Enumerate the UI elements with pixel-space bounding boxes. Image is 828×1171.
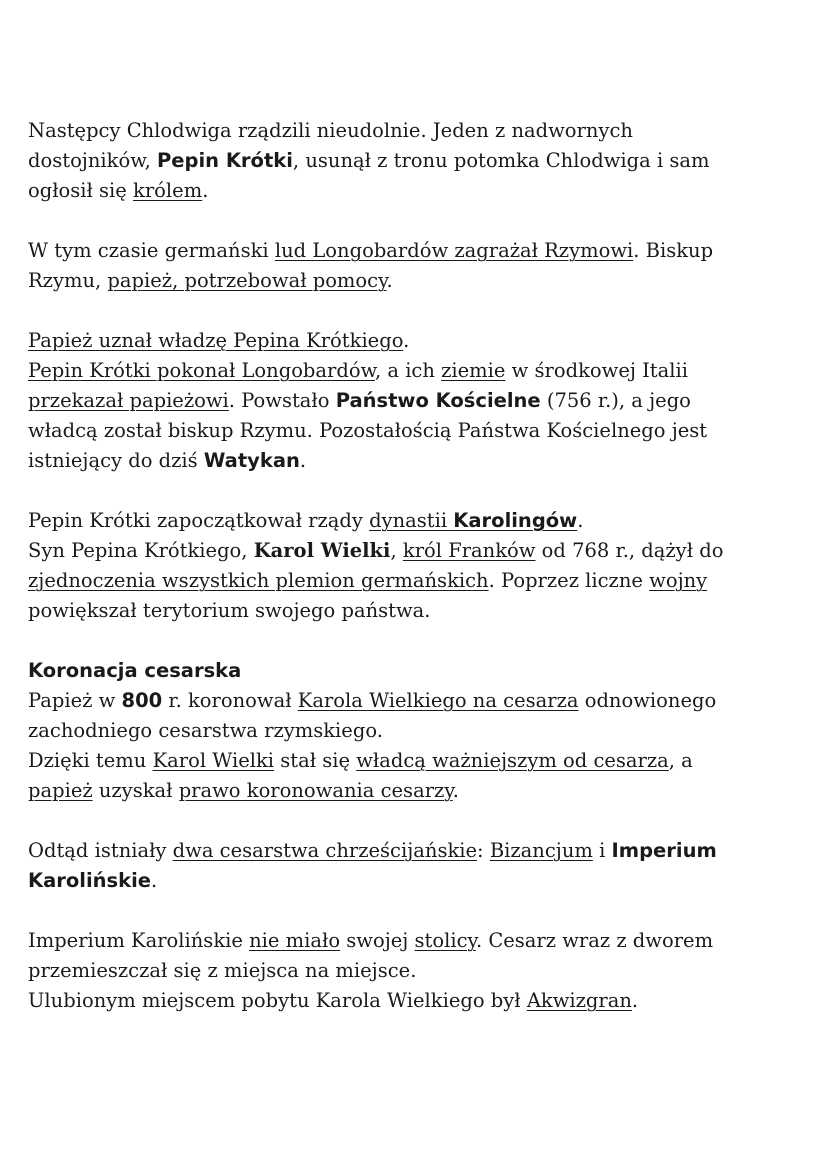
text: ogłosił się bbox=[28, 179, 134, 202]
text: Ulubionym miejscem pobytu Karola Wielkiego był bbox=[28, 989, 527, 1012]
text: Odtąd istniały bbox=[28, 839, 173, 862]
text-line bbox=[28, 596, 800, 626]
text-line bbox=[28, 986, 800, 1016]
section-heading: Koronacja cesarska bbox=[28, 659, 242, 682]
underlined-term-krolem: królem bbox=[133, 179, 203, 202]
text-line bbox=[28, 326, 800, 356]
text-line bbox=[28, 746, 800, 776]
paragraph-karolingians bbox=[28, 506, 800, 626]
text: : bbox=[477, 839, 490, 862]
underlined-term-lud: lud Longobardów zagrażał Rzymowi bbox=[274, 239, 634, 262]
text: , a ich bbox=[374, 359, 442, 382]
bold-term-watykan: Watykan bbox=[203, 449, 300, 472]
bold-term-karolingow: Karolingów bbox=[453, 509, 578, 532]
text-line bbox=[28, 686, 800, 716]
text-line bbox=[28, 236, 800, 266]
text: odnowionego bbox=[578, 689, 717, 712]
text: . bbox=[452, 779, 459, 802]
paragraph-chlodwig-successors bbox=[28, 116, 800, 206]
text: Syn Pepina Krótkiego, bbox=[28, 539, 254, 562]
text: istniejący do dziś bbox=[28, 449, 204, 472]
underlined-term-wladca: władcą ważniejszym od cesarza bbox=[356, 749, 669, 772]
text: przemieszczał się z miejsca na miejsce. bbox=[28, 959, 417, 982]
text-line bbox=[28, 926, 800, 956]
text: , a bbox=[668, 749, 693, 772]
text: Pepin Krótki zapoczątkował rządy bbox=[28, 509, 370, 532]
text: . Biskup bbox=[633, 239, 714, 262]
text: W tym czasie germański bbox=[28, 239, 275, 262]
text: Rzymu, bbox=[28, 269, 108, 292]
text-line bbox=[28, 866, 800, 896]
text: , bbox=[390, 539, 403, 562]
text-line bbox=[28, 416, 800, 446]
text-line bbox=[28, 566, 800, 596]
text-line bbox=[28, 116, 800, 146]
text: w środkowej Italii bbox=[505, 359, 688, 382]
text: Następcy Chlodwiga rządzili nieudolnie. Jeden z nadwornych bbox=[28, 119, 633, 142]
text: Dzięki temu bbox=[28, 749, 153, 772]
underlined-term-papiez: papież bbox=[28, 779, 93, 802]
bold-term-karolinskie: Karolińskie bbox=[28, 869, 152, 892]
underlined-term-karol-wielki: Karol Wielki bbox=[152, 749, 275, 772]
text-line bbox=[28, 386, 800, 416]
bold-term-imperium: Imperium bbox=[611, 839, 717, 862]
underlined-term-przekazal: przekazał papieżowi bbox=[28, 389, 229, 412]
paragraph-coronation bbox=[28, 656, 800, 806]
text: , usunął z tronu potomka Chlodwiga i sam bbox=[292, 149, 710, 172]
underlined-term-ziemie: ziemie bbox=[441, 359, 506, 382]
text-line bbox=[28, 776, 800, 806]
text-line bbox=[28, 536, 800, 566]
underlined-term-zjednoczenia: zjednoczenia wszystkich plemion germańskich bbox=[28, 569, 489, 592]
text-line bbox=[28, 956, 800, 986]
underlined-term-papiez: papież, potrzebował pomocy bbox=[107, 269, 387, 292]
underlined-term-pokonal: Pepin Krótki pokonał Longobardów bbox=[28, 359, 375, 382]
text: . bbox=[151, 869, 158, 892]
paragraph-two-empires bbox=[28, 836, 800, 896]
bold-term-pepin: Pepin Krótki bbox=[156, 149, 293, 172]
text-line bbox=[28, 266, 800, 296]
text-line bbox=[28, 836, 800, 866]
text: Imperium Karolińskie bbox=[28, 929, 250, 952]
bold-term-karol: Karol Wielki bbox=[253, 539, 391, 562]
text: powiększał terytorium swojego państwa. bbox=[28, 599, 431, 622]
text: uzyskał bbox=[92, 779, 179, 802]
text: swojej bbox=[340, 929, 415, 952]
paragraph-longobards bbox=[28, 236, 800, 296]
text: . bbox=[577, 509, 584, 532]
text: władcą został biskup Rzymu. Pozostałością Państwa Kościelnego jest bbox=[28, 419, 708, 442]
text: . Cesarz wraz z dworem bbox=[475, 929, 714, 952]
text: . bbox=[386, 269, 393, 292]
text-line bbox=[28, 506, 800, 536]
bold-term-panstwo: Państwo Kościelne bbox=[335, 389, 541, 412]
text: . bbox=[299, 449, 307, 472]
text: od 768 r., dążył do bbox=[535, 539, 724, 562]
text: (756 r.), a jego bbox=[540, 389, 691, 412]
underlined-term-dwa: dwa cesarstwa chrześcijańskie bbox=[172, 839, 478, 862]
text: i bbox=[592, 839, 612, 862]
text: r. koronował bbox=[162, 689, 298, 712]
paragraph-capital bbox=[28, 926, 800, 1016]
underlined-term-prawo: prawo koronowania cesarzy bbox=[178, 779, 453, 802]
underlined-term-dynastii bbox=[369, 509, 577, 532]
underlined-term-wojny: wojny bbox=[649, 569, 708, 592]
text: Papież w bbox=[28, 689, 122, 712]
text: stał się bbox=[274, 749, 357, 772]
text-line bbox=[28, 356, 800, 386]
underlined-term-bizancjum: Bizancjum bbox=[489, 839, 593, 862]
underlined-term-stolicy: stolicy bbox=[414, 929, 476, 952]
text-line bbox=[28, 446, 800, 476]
underlined-term-uznal: Papież uznał władzę Pepina Krótkiego bbox=[28, 329, 404, 352]
text: dynastii bbox=[369, 509, 454, 532]
text-line bbox=[28, 176, 800, 206]
underlined-term-nie-mialo: nie miało bbox=[249, 929, 341, 952]
text-line bbox=[28, 716, 800, 746]
underlined-term-krol-frankow: król Franków bbox=[402, 539, 536, 562]
text: dostojników, bbox=[28, 149, 157, 172]
document-page bbox=[28, 116, 800, 1016]
text: . bbox=[631, 989, 639, 1012]
text: . bbox=[403, 329, 410, 352]
text: . Poprzez liczne bbox=[488, 569, 650, 592]
text-line bbox=[28, 146, 800, 176]
paragraph-papal-state bbox=[28, 326, 800, 476]
text: zachodniego cesarstwa rzymskiego. bbox=[28, 719, 383, 742]
underlined-term-karola: Karola Wielkiego na cesarza bbox=[297, 689, 579, 712]
text: . bbox=[202, 179, 209, 202]
bold-term-year: 800 bbox=[121, 689, 163, 712]
text: . Powstało bbox=[228, 389, 336, 412]
underlined-term-akwizgran: Akwizgran bbox=[526, 989, 632, 1012]
